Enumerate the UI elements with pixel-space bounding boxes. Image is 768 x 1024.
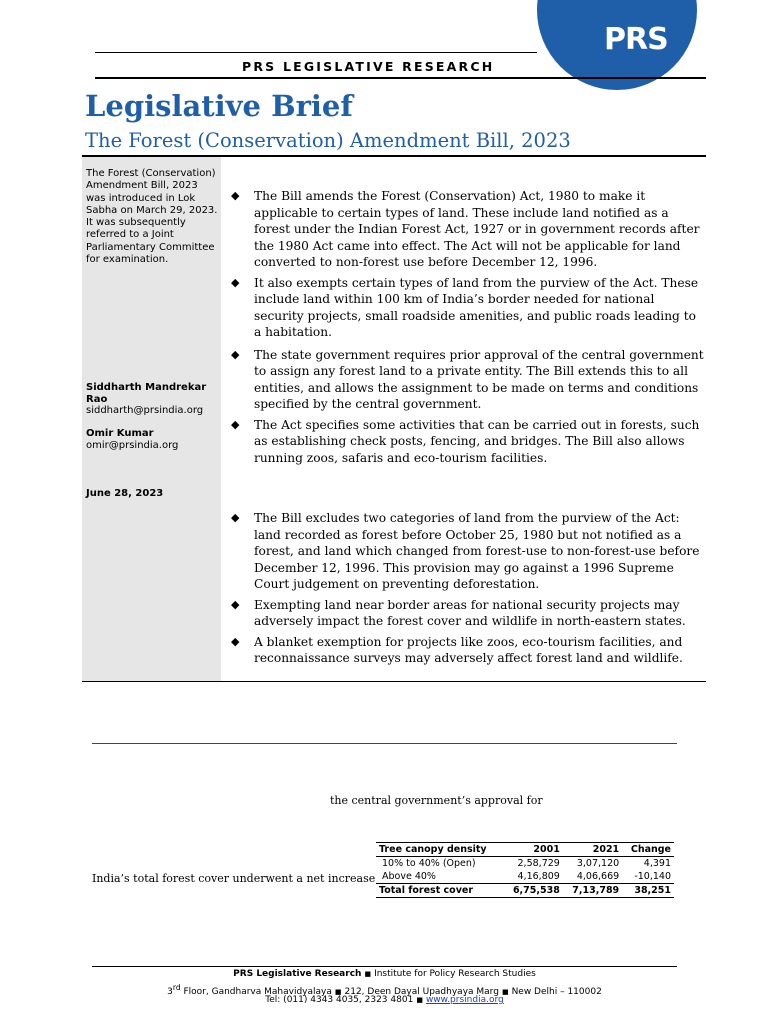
summary-bullets [228, 188, 706, 466]
footer-org: PRS Legislative Research [233, 969, 362, 979]
footer-line-3 [92, 995, 677, 1006]
section-rule [82, 681, 706, 682]
footer-rule [92, 966, 677, 967]
separator-icon: ■ [364, 970, 372, 978]
table-cell: 4,06,669 [576, 871, 620, 882]
diamond-bullet-icon: ◆ [231, 347, 240, 361]
list-item [228, 417, 706, 467]
separator-icon: ■ [334, 988, 342, 996]
table-cell: 3,07,120 [576, 858, 620, 869]
list-item [228, 510, 706, 593]
table-cell: 10% to 40% (Open) [382, 858, 476, 869]
table-header: 2021 [563, 843, 622, 857]
diamond-bullet-icon: ◆ [231, 417, 240, 431]
bullet-text: Exempting land near border areas for national security projects may adversely impact the forest cover and wildlife in north-eastern states. [254, 597, 686, 628]
footer-floor: Floor, Gandharva Mahavidyalaya [180, 987, 332, 997]
diamond-bullet-icon: ◆ [231, 189, 240, 202]
table-header-row [376, 843, 674, 857]
footer-floor-number: 3 [167, 987, 173, 997]
footer-city: New Delhi – 110002 [511, 987, 602, 997]
header-rule-top [95, 52, 537, 53]
table-cell: -10,140 [634, 871, 671, 882]
forest-cover-table [376, 842, 674, 898]
diamond-bullet-icon: ◆ [231, 275, 240, 289]
separator-icon: ■ [416, 996, 423, 1004]
footnote-separator [92, 743, 677, 744]
table-cell: 7,13,789 [563, 884, 622, 898]
publication-date: June 28, 2023 [86, 488, 164, 499]
table-cell: 4,16,809 [517, 871, 560, 882]
bullet-text: It also exempts certain types of land from the purview of the Act. These include land within 100 km of India’s border needed for national security projects, small roadside amenities, and public roads leading to a habitation. [254, 275, 699, 339]
table-cell: 6,75,538 [503, 884, 562, 898]
list-item [228, 188, 706, 271]
table-cell: 38,251 [622, 884, 674, 898]
bill-title: The Forest (Conservation) Amendment Bill, 2023 [85, 129, 571, 152]
bullet-text: A blanket exemption for projects like zoos, eco-tourism facilities, and reconnaissance surveys may adversely affect forest land and wildlife. [254, 634, 683, 665]
footer-telephone: Tel: (011) 4343 4035, 2323 4801 [265, 995, 414, 1005]
table-row [376, 870, 674, 884]
diamond-bullet-icon: ◆ [231, 634, 240, 648]
text-fragment-approval: the central government’s approval for [330, 794, 543, 807]
table-header: Tree canopy density [376, 843, 503, 857]
bullet-text: The Bill excludes two categories of land from the purview of the Act: land recorded as forest before October 25, 1980 but not notified as a forest, and land which changed from forest-use to non-forest-use before December 12, 1996. This provision may go against a 1996 Supreme Court judgement on preventing deforestation. [254, 511, 700, 591]
table-row [376, 857, 674, 871]
list-item [228, 597, 706, 630]
issues-bullets [228, 510, 706, 667]
footer-street: 212, Deen Dayal Upadhyaya Marg [344, 987, 499, 997]
footer-line-1 [92, 969, 677, 980]
list-item [228, 347, 706, 413]
bullet-text: The Bill amends the Forest (Conservation) Act, 1980 to make it applicable to certain types of land. These include land notified as a forest under the Indian Forest Act, 1927 or in government records after the 1980 Act came into effect. The Act will not be applicable for land converted to non-forest use before December 12, 1996. [254, 189, 700, 269]
brief-title: Legislative Brief [85, 89, 353, 123]
footer-website-link[interactable]: www.prsindia.org [425, 995, 504, 1005]
header-rule-bottom [95, 77, 706, 79]
author-name: Siddharth Mandrekar Rao [86, 382, 207, 406]
table-cell: Above 40% [382, 871, 436, 882]
separator-icon: ■ [501, 988, 509, 996]
author-name: Omir Kumar [86, 428, 154, 439]
table-cell: 4,391 [643, 858, 671, 869]
footer-institute: Institute for Policy Research Studies [374, 969, 536, 979]
author-email[interactable]: omir@prsindia.org [86, 440, 179, 451]
table-cell: Total forest cover [376, 884, 503, 898]
prs-logo-text: PRS [604, 22, 668, 57]
table-cell: 2,58,729 [517, 858, 560, 869]
diamond-bullet-icon: ◆ [231, 511, 240, 524]
bullet-text: The state government requires prior approval of the central government to assign any forest land to a private entity. The Bill extends this to all entities, and allows the assignment to be made on terms and conditions specified by the central government. [254, 347, 704, 411]
org-name: PRS LEGISLATIVE RESEARCH [242, 59, 495, 74]
list-item [228, 634, 706, 667]
list-item [228, 275, 706, 341]
table-total-row [376, 884, 674, 898]
author-email[interactable]: siddharth@prsindia.org [86, 405, 204, 416]
table-header: 2001 [503, 843, 562, 857]
table-header: Change [622, 843, 674, 857]
sidebar-intro: The Forest (Conservation) Amendment Bill, 2023 was introduced in Lok Sabha on March 29, 2023. It was subsequently referred to a Joint Parliamentary Committee for examination. [86, 168, 218, 266]
bullet-text: The Act specifies some activities that can be carried out in forests, such as establishing check posts, fencing, and bridges. The Bill also allows running zoos, safaris and eco-tourism facilities. [254, 417, 700, 465]
diamond-bullet-icon: ◆ [231, 597, 240, 611]
text-fragment-forest-cover: India’s total forest cover underwent a net increase [92, 872, 376, 885]
footer-floor-suffix: rd [172, 983, 181, 992]
